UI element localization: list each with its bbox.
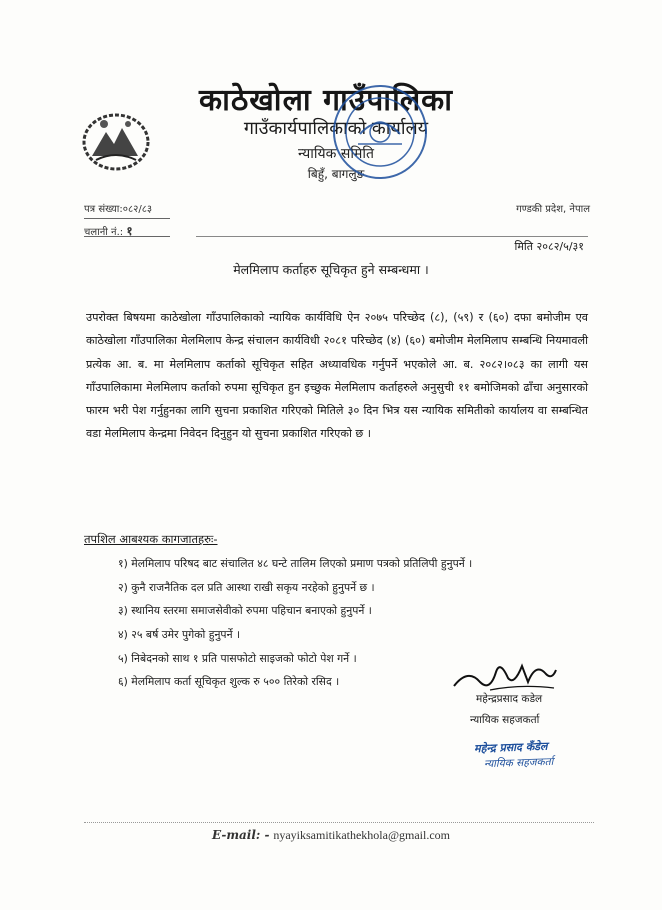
requirements-list [118, 552, 472, 694]
committee-name: न्यायिक समिति [298, 146, 374, 162]
requirement-item: ३) स्थानिय स्तरमा समाजसेवीको रुपमा पहिचान बनाएको हुनुपर्ने । [118, 604, 372, 618]
requirements-heading: तपशिल आबश्यक कागजातहरुः- [84, 532, 218, 546]
nepal-emblem-icon [80, 110, 152, 172]
dispatch-underline [84, 236, 170, 237]
name-seal-name: महेन्द्र प्रसाद कँडेल [473, 739, 548, 756]
office-seal-icon [330, 82, 430, 182]
header-divider [196, 236, 588, 237]
requirement-item: ४) २५ बर्ष उमेर पुगेको हुनुपर्ने । [118, 628, 241, 642]
requirement-item: ६) मेलमिलाप कर्ता सूचिकृत शुल्क रु ५०० तिरेको रसिद । [118, 675, 340, 689]
requirement-item: २) कुनै राजनैतिक दल प्रति आस्था राखी सकृय नरहेको हुनुपर्ने छ । [118, 580, 375, 594]
office-address: बिहुँ, बागलुङ [307, 167, 365, 181]
dispatch-number: १ [126, 224, 133, 238]
letter-body: उपरोक्त बिषयमा काठेखोला गाँउपालिकाको न्यायिक कार्यविधि ऐन २०७५ परिच्छेद (८), (५९) र (६०) दफा बमोजीम एव काठेखोला गाँउपालिका मेलमिलाप केन्द्र संचालन कार्यविधी २०८१ परिच्छेद (४) (६०) बमोजीम मेलमिलाप सम्बन्धि नियमावली प्रत्येक आ. ब. मा मेलमिलाप कर्ताको सूचिकृत सहित अध्यावधिक गर्नुपर्ने भएकोले आ. ब. २०८२।०८३ का लागी यस गाँउपालिकामा मेलमिलाप कर्ताको रुपमा सूचिकृत हुन इच्छुक मेलमिलाप कर्ताहरुले अनुसुची ११ बमोजिमको ढाँचा अनुसारको फारम भरी पेश गर्नुहुनका लागि सुचना प्रकाशित गरिएको मितिले ३० दिन भित्र यस न्यायिक समितीको कार्यालय वा सम्बन्धित वडा मेलमिलाप केन्द्रमा निवेदन दिनुहुन यो सुचना प्रकाशित गरिएको छ । [86, 311, 588, 441]
requirement-item: ५) निबेदनको साथ १ प्रति पासफोटो साइजको फोटो पेश गर्ने । [118, 651, 357, 665]
footer-divider [84, 822, 594, 823]
name-seal-title: न्यायिक सहजकर्ता [483, 755, 554, 771]
office-subtitle: गाउँकार्यपालिकाको कार्यालय [243, 118, 429, 139]
letter-subject: मेलमिलाप कर्ताहरु सूचिकृत हुने सम्बन्धमा । [233, 262, 429, 277]
reference-number: पत्र संख्या:०८२/८३ [84, 204, 153, 215]
reference-underline [84, 218, 170, 219]
letter-date: मिति २०८२/५/३१ [514, 240, 584, 253]
dispatch-label: चलानी नं.: [84, 227, 124, 238]
handwritten-signature-icon [450, 652, 560, 694]
footer-contact [0, 828, 662, 843]
requirement-item: १) मेलमिलाप परिषद बाट संचालित ४८ घन्टे तालिम लिएको प्रमाण पत्रको प्रतिलिपी हुनुपर्ने । [118, 557, 473, 570]
email-label: E-mail: - [211, 828, 270, 842]
email-address: nyayiksamitikathekhola@gmail.com [273, 828, 451, 842]
signer-title: न्यायिक सहजकर्ता [470, 714, 540, 726]
province-label: गण्डकी प्रदेश, नेपाल [516, 204, 590, 215]
signer-name: महेन्द्रप्रसाद कडेल [476, 693, 543, 705]
municipality-title: काठेखोला गाउँपालिका [199, 83, 453, 118]
